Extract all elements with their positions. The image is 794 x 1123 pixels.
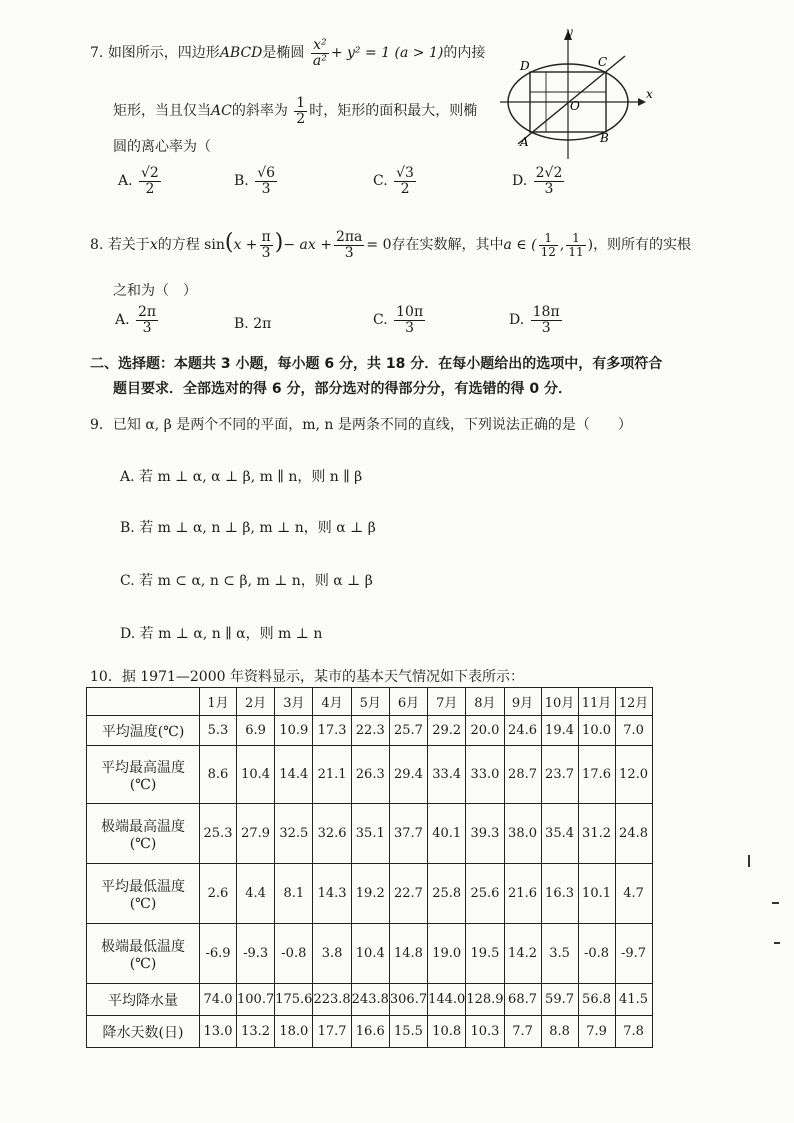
table-cell: 7.0 bbox=[615, 716, 652, 746]
table-row bbox=[87, 924, 653, 984]
q7-option-a: A. $\frac{√2}{2}$ bbox=[118, 165, 159, 197]
row-label: 极端最低温度 (℃) bbox=[87, 924, 200, 984]
q7-variable: AC bbox=[211, 103, 232, 120]
month-header: 6月 bbox=[389, 688, 427, 716]
q7-shape-name: ABCD bbox=[219, 45, 263, 62]
x-axis-arrow bbox=[638, 98, 646, 106]
q7-ellipse-fraction: $\frac{\text{x²}}{\text{a²}}$ bbox=[312, 37, 327, 69]
q8-line1: 8. 若关于x的方程 sin(x + $\frac{\pi}{3}$ )− ax + $\frac{2\pi a}{3}$ = 0存在实数解，其中a ∈ ( $\frac{1}{12}$ , $\frac{1}{11}$ )，则所有的实根 bbox=[90, 229, 692, 261]
label-y: y bbox=[566, 25, 573, 39]
table-cell: 13.2 bbox=[237, 1016, 275, 1048]
table-cell: 21.6 bbox=[504, 864, 541, 924]
table-cell: 28.7 bbox=[504, 746, 541, 804]
table-cell: 26.3 bbox=[351, 746, 389, 804]
month-header: 8月 bbox=[466, 688, 504, 716]
q7-option-d: D. $\frac{2√2}{3}$ bbox=[512, 165, 563, 197]
table-cell: 306.7 bbox=[389, 984, 427, 1016]
table-cell: 7.8 bbox=[615, 1016, 652, 1048]
table-cell: 35.4 bbox=[541, 804, 578, 864]
q7-line3: 圆的离心率为（ bbox=[113, 139, 211, 155]
table-cell: 35.1 bbox=[351, 804, 389, 864]
table-cell: -6.9 bbox=[200, 924, 237, 984]
table-cell: 39.3 bbox=[466, 804, 504, 864]
table-cell: -9.7 bbox=[615, 924, 652, 984]
table-row bbox=[87, 1016, 653, 1048]
table-cell: 4.7 bbox=[615, 864, 652, 924]
table-cell: 24.8 bbox=[615, 804, 652, 864]
table-cell: 10.9 bbox=[275, 716, 313, 746]
table-cell: 128.9 bbox=[466, 984, 504, 1016]
month-header: 3月 bbox=[275, 688, 313, 716]
table-cell: 32.5 bbox=[275, 804, 313, 864]
table-cell: 17.3 bbox=[313, 716, 351, 746]
month-header: 1月 bbox=[200, 688, 237, 716]
table-cell: 24.6 bbox=[504, 716, 541, 746]
month-header: 11月 bbox=[578, 688, 615, 716]
table-cell: 37.7 bbox=[389, 804, 427, 864]
label-x: x bbox=[646, 87, 653, 101]
table-row bbox=[87, 746, 653, 804]
q7-slope-fraction: $\frac{1}{2}$ bbox=[296, 95, 306, 127]
table-cell: 10.0 bbox=[578, 716, 615, 746]
table-cell: 15.5 bbox=[389, 1016, 427, 1048]
table-cell: 56.8 bbox=[578, 984, 615, 1016]
month-header: 5月 bbox=[351, 688, 389, 716]
table-row bbox=[87, 804, 653, 864]
section2-line1: 二、选择题：本题共 3 小题，每小题 6 分，共 18 分．在每小题给出的选项中，有多项符合 bbox=[90, 356, 663, 372]
table-cell: 17.7 bbox=[313, 1016, 351, 1048]
month-header: 12月 bbox=[615, 688, 652, 716]
table-cell: 33.0 bbox=[466, 746, 504, 804]
table-cell: 8.6 bbox=[200, 746, 237, 804]
table-row bbox=[87, 984, 653, 1016]
q9-stem: 9．已知 α, β 是两个不同的平面，m, n 是两条不同的直线，下列说法正确的是（ ） bbox=[90, 417, 632, 433]
table-cell: 23.7 bbox=[541, 746, 578, 804]
table-cell: 29.4 bbox=[389, 746, 427, 804]
table-cell: 10.4 bbox=[351, 924, 389, 984]
month-header: 2月 bbox=[237, 688, 275, 716]
table-cell: 25.8 bbox=[428, 864, 466, 924]
table-header-row bbox=[87, 688, 653, 716]
table-cell: 27.9 bbox=[237, 804, 275, 864]
table-cell: 10.1 bbox=[578, 864, 615, 924]
q8-option-c: C. $\frac{10\pi}{3}$ bbox=[373, 304, 424, 336]
table-cell: 7.9 bbox=[578, 1016, 615, 1048]
q9-option-d: D. 若 m ⊥ α, n ∥ α，则 m ⊥ n bbox=[120, 626, 323, 642]
table-cell: 21.1 bbox=[313, 746, 351, 804]
table-cell: 6.9 bbox=[237, 716, 275, 746]
label-b: B bbox=[600, 131, 609, 145]
table-row bbox=[87, 716, 653, 746]
table-cell: 243.8 bbox=[351, 984, 389, 1016]
table-cell: -0.8 bbox=[578, 924, 615, 984]
table-cell: 3.5 bbox=[541, 924, 578, 984]
q7-line1 bbox=[90, 38, 485, 68]
q10-stem: 10．据 1971—2000 年资料显示，某市的基本天气情况如下表所示： bbox=[90, 669, 524, 685]
q8-option-d: D. $\frac{18\pi}{3}$ bbox=[509, 304, 560, 336]
row-label: 平均最低温度 (℃) bbox=[87, 864, 200, 924]
label-d: D bbox=[520, 59, 530, 73]
table-cell: 12.0 bbox=[615, 746, 652, 804]
q7-equation: + y² = 1 (a > 1) bbox=[330, 45, 444, 62]
table-cell: 223.8 bbox=[313, 984, 351, 1016]
table-corner bbox=[87, 688, 200, 716]
q8-number: 8. bbox=[90, 237, 104, 254]
table-cell: 20.0 bbox=[466, 716, 504, 746]
q8-line2: 之和为（ ） bbox=[113, 283, 197, 299]
table-cell: 16.3 bbox=[541, 864, 578, 924]
table-cell: 14.8 bbox=[389, 924, 427, 984]
table-cell: 32.6 bbox=[313, 804, 351, 864]
label-o: O bbox=[570, 99, 580, 113]
table-cell: 10.4 bbox=[237, 746, 275, 804]
q7-text: 的内接 bbox=[443, 45, 486, 62]
table-cell: 38.0 bbox=[504, 804, 541, 864]
table-row bbox=[87, 864, 653, 924]
q7-option-c: C. $\frac{√3}{2}$ bbox=[373, 165, 414, 197]
table-cell: 10.3 bbox=[466, 1016, 504, 1048]
scan-edge-mark bbox=[772, 902, 779, 904]
label-a: A bbox=[520, 135, 529, 149]
table-cell: 100.7 bbox=[237, 984, 275, 1016]
table-cell: 16.6 bbox=[351, 1016, 389, 1048]
table-cell: 29.2 bbox=[428, 716, 466, 746]
q7-text: 矩形，当且仅当 bbox=[113, 103, 211, 120]
q8-option-a: A. $\frac{2\pi}{3}$ bbox=[115, 304, 157, 336]
table-cell: 14.2 bbox=[504, 924, 541, 984]
table-cell: 17.6 bbox=[578, 746, 615, 804]
q9-option-c: C. 若 m ⊂ α, n ⊂ β, m ⊥ n，则 α ⊥ β bbox=[120, 573, 373, 589]
q7-text: 的斜率为 bbox=[231, 103, 288, 120]
section2-line2: 题目要求．全部选对的得 6 分，部分选对的得部分分，有选错的得 0 分． bbox=[113, 381, 572, 397]
month-header: 7月 bbox=[428, 688, 466, 716]
table-cell: 19.2 bbox=[351, 864, 389, 924]
q7-option-b: B. $\frac{√6}{3}$ bbox=[234, 165, 276, 197]
table-cell: 22.7 bbox=[389, 864, 427, 924]
table-cell: 22.3 bbox=[351, 716, 389, 746]
table-cell: -9.3 bbox=[237, 924, 275, 984]
table-cell: 7.7 bbox=[504, 1016, 541, 1048]
table-cell: 33.4 bbox=[428, 746, 466, 804]
table-cell: 19.0 bbox=[428, 924, 466, 984]
month-header: 4月 bbox=[313, 688, 351, 716]
table-cell: 19.4 bbox=[541, 716, 578, 746]
table-cell: 4.4 bbox=[237, 864, 275, 924]
row-label: 平均温度(℃) bbox=[87, 716, 200, 746]
ellipse-figure bbox=[500, 24, 660, 164]
q8-option-b: B. 2π bbox=[234, 316, 272, 332]
table-cell: 13.0 bbox=[200, 1016, 237, 1048]
q7-number: 7. bbox=[90, 45, 104, 62]
table-cell: 25.7 bbox=[389, 716, 427, 746]
table-cell: 14.3 bbox=[313, 864, 351, 924]
table-cell: 14.4 bbox=[275, 746, 313, 804]
table-cell: 25.6 bbox=[466, 864, 504, 924]
table-cell: 5.3 bbox=[200, 716, 237, 746]
q8-equation: sin bbox=[204, 237, 225, 254]
table-cell: 25.3 bbox=[200, 804, 237, 864]
table-cell: 10.8 bbox=[428, 1016, 466, 1048]
table-cell: 8.1 bbox=[275, 864, 313, 924]
table-cell: 68.7 bbox=[504, 984, 541, 1016]
q9-option-a: A. 若 m ⊥ α, α ⊥ β, m ∥ n，则 n ∥ β bbox=[120, 469, 363, 485]
row-label: 降水天数(日) bbox=[87, 1016, 200, 1048]
q7-text: 时，矩形的面积最大，则椭 bbox=[309, 103, 478, 120]
scan-edge-mark bbox=[748, 855, 750, 867]
row-label: 极端最高温度 (℃) bbox=[87, 804, 200, 864]
month-header: 9月 bbox=[504, 688, 541, 716]
q7-line2 bbox=[113, 96, 477, 126]
table-cell: 144.0 bbox=[428, 984, 466, 1016]
table-cell: 175.6 bbox=[275, 984, 313, 1016]
weather-table bbox=[86, 687, 653, 1048]
q7-text: 是椭圆 bbox=[262, 45, 305, 62]
q7-text: 如图所示，四边形 bbox=[107, 45, 220, 62]
table-cell: 2.6 bbox=[200, 864, 237, 924]
label-c: C bbox=[598, 55, 608, 69]
q9-option-b: B. 若 m ⊥ α, n ⊥ β, m ⊥ n，则 α ⊥ β bbox=[120, 520, 376, 536]
row-label: 平均降水量 bbox=[87, 984, 200, 1016]
scan-edge-mark bbox=[774, 942, 780, 944]
q8-text: 若关于 bbox=[107, 237, 150, 254]
table-cell: 31.2 bbox=[578, 804, 615, 864]
table-cell: -0.8 bbox=[275, 924, 313, 984]
table-cell: 40.1 bbox=[428, 804, 466, 864]
row-label: 平均最高温度 (℃) bbox=[87, 746, 200, 804]
table-cell: 41.5 bbox=[615, 984, 652, 1016]
table-cell: 3.8 bbox=[313, 924, 351, 984]
table-cell: 74.0 bbox=[200, 984, 237, 1016]
table-cell: 8.8 bbox=[541, 1016, 578, 1048]
month-header: 10月 bbox=[541, 688, 578, 716]
table-cell: 19.5 bbox=[466, 924, 504, 984]
table-cell: 18.0 bbox=[275, 1016, 313, 1048]
table-cell: 59.7 bbox=[541, 984, 578, 1016]
